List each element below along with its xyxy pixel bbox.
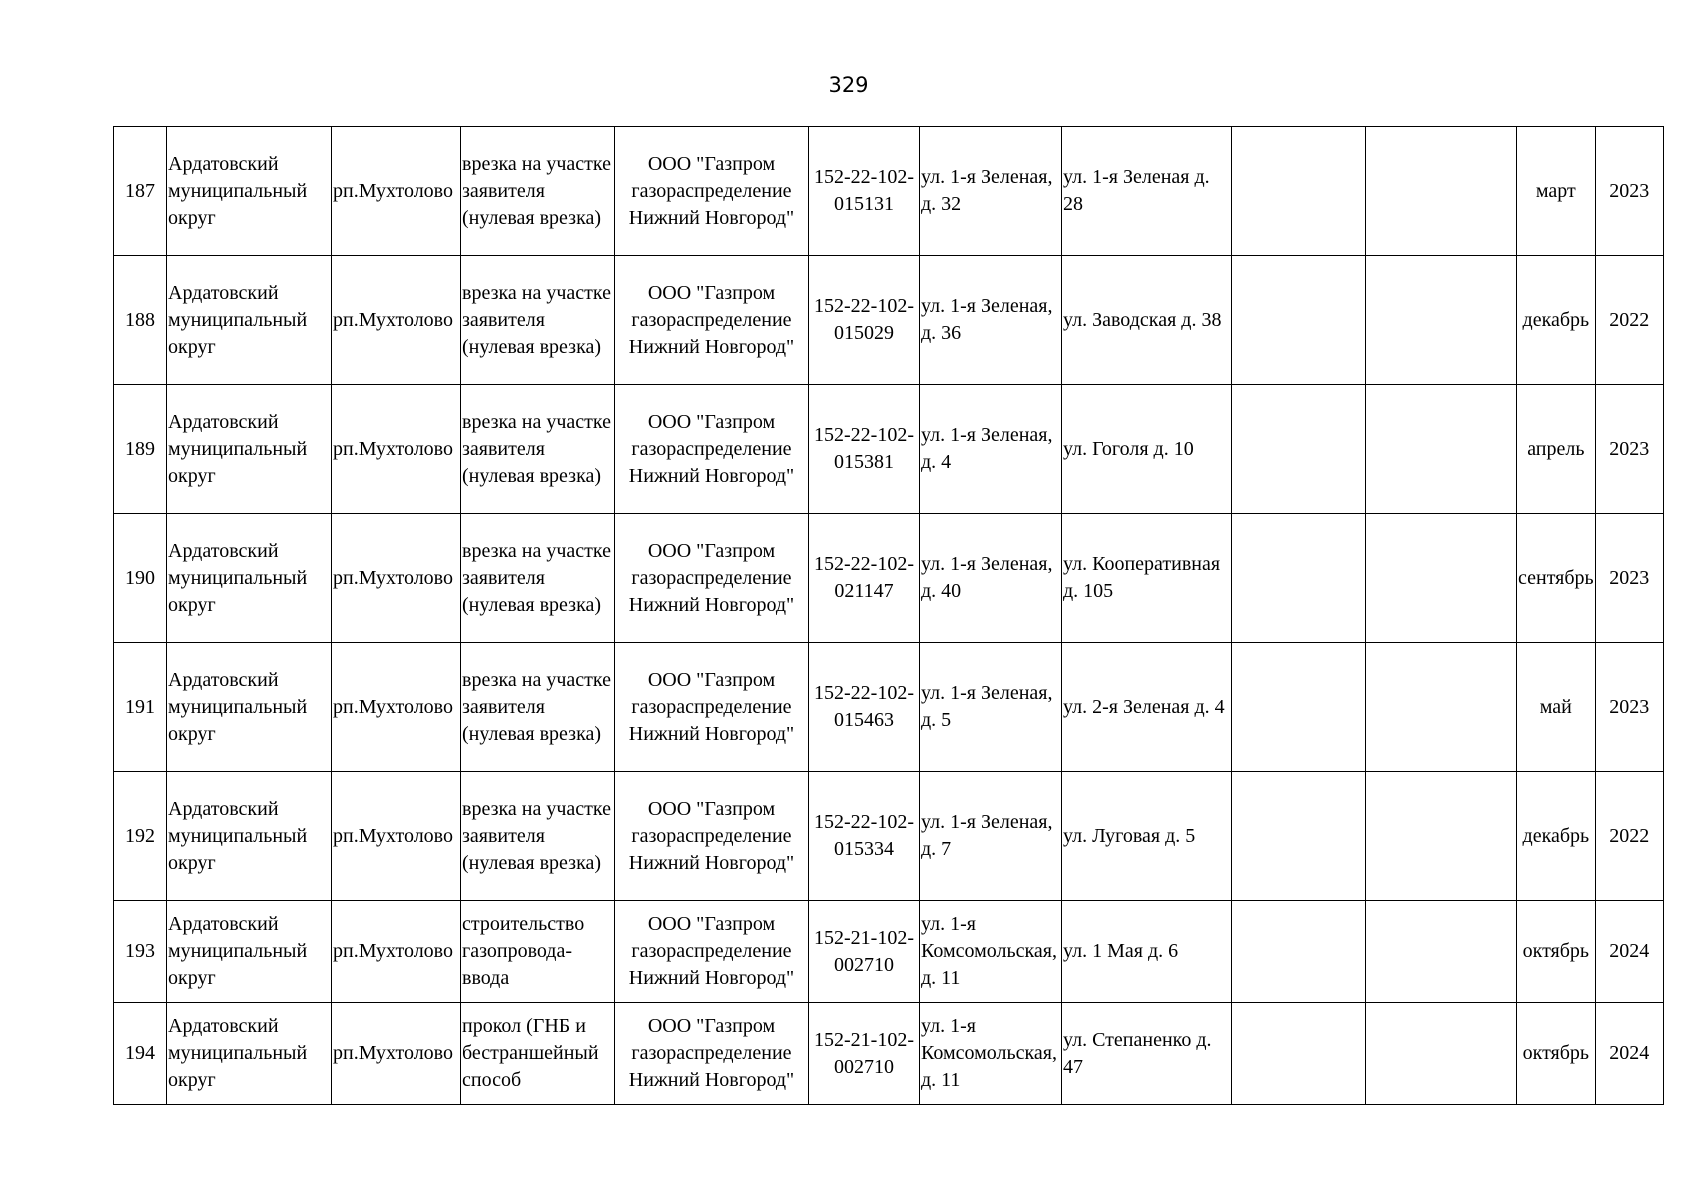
empty-cell xyxy=(1232,127,1366,256)
table-row xyxy=(114,901,1664,1003)
empty-cell xyxy=(1366,901,1517,1003)
row-number: 191 xyxy=(114,643,167,772)
table-row xyxy=(114,643,1664,772)
year-cell: 2023 xyxy=(1595,127,1663,256)
locality-cell: рп.Мухтолово xyxy=(332,256,461,385)
empty-cell xyxy=(1366,385,1517,514)
row-number: 188 xyxy=(114,256,167,385)
empty-cell xyxy=(1366,772,1517,901)
empty-cell xyxy=(1232,385,1366,514)
connection-point-cell: ул. 1-я Зеленая, д. 5 xyxy=(920,643,1062,772)
month-cell: апрель xyxy=(1517,385,1596,514)
project-code-cell: 152-22-102-021147 xyxy=(809,514,920,643)
locality-cell: рп.Мухтолово xyxy=(332,514,461,643)
row-number: 190 xyxy=(114,514,167,643)
month-cell: октябрь xyxy=(1517,1003,1596,1105)
connection-point-cell: ул. 1-я Зеленая, д. 7 xyxy=(920,772,1062,901)
connection-point-cell: ул. 1-я Комсомольская, д. 11 xyxy=(920,901,1062,1003)
district-cell: Ардатовский муниципальный округ xyxy=(167,256,332,385)
connection-point-cell: ул. 1-я Комсомольская, д. 11 xyxy=(920,1003,1062,1105)
connection-point-cell: ул. 1-я Зеленая, д. 4 xyxy=(920,385,1062,514)
project-code-cell: 152-22-102-015029 xyxy=(809,256,920,385)
district-cell: Ардатовский муниципальный округ xyxy=(167,1003,332,1105)
row-number: 193 xyxy=(114,901,167,1003)
year-cell: 2022 xyxy=(1595,772,1663,901)
month-cell: май xyxy=(1517,643,1596,772)
month-cell: декабрь xyxy=(1517,772,1596,901)
year-cell: 2023 xyxy=(1595,514,1663,643)
district-cell: Ардатовский муниципальный округ xyxy=(167,643,332,772)
organization-cell: ООО "Газпром газораспределение Нижний Новгород" xyxy=(615,127,809,256)
object-address-cell: ул. 2-я Зеленая д. 4 xyxy=(1062,643,1232,772)
object-address-cell: ул. Заводская д. 38 xyxy=(1062,256,1232,385)
district-cell: Ардатовский муниципальный округ xyxy=(167,514,332,643)
connection-point-cell: ул. 1-я Зеленая, д. 32 xyxy=(920,127,1062,256)
row-number: 192 xyxy=(114,772,167,901)
locality-cell: рп.Мухтолово xyxy=(332,127,461,256)
table-row xyxy=(114,772,1664,901)
empty-cell xyxy=(1366,514,1517,643)
empty-cell xyxy=(1232,643,1366,772)
year-cell: 2024 xyxy=(1595,1003,1663,1105)
empty-cell xyxy=(1232,901,1366,1003)
locality-cell: рп.Мухтолово xyxy=(332,901,461,1003)
project-code-cell: 152-22-102-015381 xyxy=(809,385,920,514)
month-cell: март xyxy=(1517,127,1596,256)
work-type-cell: врезка на участке заявителя (нулевая врезка) xyxy=(461,772,615,901)
project-code-cell: 152-22-102-015131 xyxy=(809,127,920,256)
month-cell: сентябрь xyxy=(1517,514,1596,643)
connection-point-cell: ул. 1-я Зеленая, д. 36 xyxy=(920,256,1062,385)
object-address-cell: ул. Кооперативная д. 105 xyxy=(1062,514,1232,643)
row-number: 194 xyxy=(114,1003,167,1105)
object-address-cell: ул. 1 Мая д. 6 xyxy=(1062,901,1232,1003)
empty-cell xyxy=(1366,127,1517,256)
district-cell: Ардатовский муниципальный округ xyxy=(167,385,332,514)
row-number: 189 xyxy=(114,385,167,514)
work-type-cell: строительство газопровода-ввода xyxy=(461,901,615,1003)
object-address-cell: ул. Гоголя д. 10 xyxy=(1062,385,1232,514)
district-cell: Ардатовский муниципальный округ xyxy=(167,901,332,1003)
empty-cell xyxy=(1232,256,1366,385)
connection-point-cell: ул. 1-я Зеленая, д. 40 xyxy=(920,514,1062,643)
work-type-cell: врезка на участке заявителя (нулевая врезка) xyxy=(461,514,615,643)
table-body xyxy=(114,127,1664,1105)
project-code-cell: 152-22-102-015463 xyxy=(809,643,920,772)
district-cell: Ардатовский муниципальный округ xyxy=(167,772,332,901)
work-type-cell: врезка на участке заявителя (нулевая врезка) xyxy=(461,385,615,514)
project-code-cell: 152-21-102-002710 xyxy=(809,1003,920,1105)
work-type-cell: врезка на участке заявителя (нулевая врезка) xyxy=(461,256,615,385)
project-code-cell: 152-22-102-015334 xyxy=(809,772,920,901)
table-row xyxy=(114,385,1664,514)
year-cell: 2023 xyxy=(1595,643,1663,772)
locality-cell: рп.Мухтолово xyxy=(332,643,461,772)
row-number: 187 xyxy=(114,127,167,256)
organization-cell: ООО "Газпром газораспределение Нижний Новгород" xyxy=(615,772,809,901)
locality-cell: рп.Мухтолово xyxy=(332,1003,461,1105)
locality-cell: рп.Мухтолово xyxy=(332,385,461,514)
table-row xyxy=(114,1003,1664,1105)
empty-cell xyxy=(1232,772,1366,901)
data-table xyxy=(113,126,1664,1105)
work-type-cell: врезка на участке заявителя (нулевая врезка) xyxy=(461,127,615,256)
work-type-cell: врезка на участке заявителя (нулевая врезка) xyxy=(461,643,615,772)
month-cell: октябрь xyxy=(1517,901,1596,1003)
work-type-cell: прокол (ГНБ и бестраншейный способ xyxy=(461,1003,615,1105)
empty-cell xyxy=(1366,643,1517,772)
table-row xyxy=(114,127,1664,256)
organization-cell: ООО "Газпром газораспределение Нижний Новгород" xyxy=(615,1003,809,1105)
year-cell: 2023 xyxy=(1595,385,1663,514)
empty-cell xyxy=(1366,1003,1517,1105)
table-row xyxy=(114,256,1664,385)
organization-cell: ООО "Газпром газораспределение Нижний Новгород" xyxy=(615,901,809,1003)
organization-cell: ООО "Газпром газораспределение Нижний Новгород" xyxy=(615,514,809,643)
organization-cell: ООО "Газпром газораспределение Нижний Новгород" xyxy=(615,256,809,385)
empty-cell xyxy=(1366,256,1517,385)
object-address-cell: ул. Степаненко д. 47 xyxy=(1062,1003,1232,1105)
object-address-cell: ул. Луговая д. 5 xyxy=(1062,772,1232,901)
empty-cell xyxy=(1232,514,1366,643)
month-cell: декабрь xyxy=(1517,256,1596,385)
empty-cell xyxy=(1232,1003,1366,1105)
year-cell: 2024 xyxy=(1595,901,1663,1003)
organization-cell: ООО "Газпром газораспределение Нижний Новгород" xyxy=(615,385,809,514)
year-cell: 2022 xyxy=(1595,256,1663,385)
page-number: 329 xyxy=(828,73,869,97)
locality-cell: рп.Мухтолово xyxy=(332,772,461,901)
object-address-cell: ул. 1-я Зеленая д. 28 xyxy=(1062,127,1232,256)
district-cell: Ардатовский муниципальный округ xyxy=(167,127,332,256)
table-row xyxy=(114,514,1664,643)
organization-cell: ООО "Газпром газораспределение Нижний Новгород" xyxy=(615,643,809,772)
project-code-cell: 152-21-102-002710 xyxy=(809,901,920,1003)
